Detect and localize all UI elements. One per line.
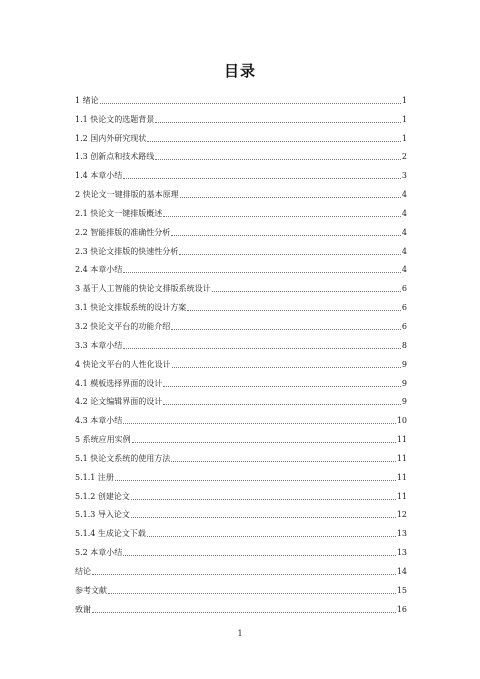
toc-entry-label: 参考文献 <box>75 585 107 595</box>
toc-entry[interactable] <box>75 125 407 144</box>
toc-dot-leader <box>123 423 396 424</box>
toc-entry[interactable] <box>75 426 407 445</box>
toc-dot-leader <box>108 593 396 594</box>
toc-entry-page: 15 <box>396 585 407 595</box>
toc-entry-label: 3.3 本章小结 <box>75 340 123 350</box>
toc-entry-page: 14 <box>396 566 407 576</box>
toc-entry-label: 2.1 快论文一键排版概述 <box>75 208 163 218</box>
toc-dot-leader <box>123 555 396 556</box>
toc-entry-label: 结论 <box>75 566 91 576</box>
toc-entry[interactable] <box>75 407 407 426</box>
toc-entry-page: 1 <box>401 95 407 105</box>
toc-entry-page: 11 <box>396 491 407 501</box>
toc-entry-page: 6 <box>401 303 407 313</box>
toc-entry[interactable] <box>75 596 407 615</box>
toc-dot-leader <box>172 367 401 368</box>
toc-dot-leader <box>180 197 401 198</box>
toc-entry[interactable] <box>75 257 407 276</box>
toc-entry-label: 4 快论文平台的人性化设计 <box>75 359 171 369</box>
toc-entry[interactable] <box>75 219 407 238</box>
toc-entry-label: 致谢 <box>75 604 91 614</box>
toc-entry-page: 1 <box>401 114 407 124</box>
toc-entry-page: 4 <box>401 190 407 200</box>
toc-dot-leader <box>212 291 401 292</box>
toc-entry[interactable] <box>75 87 407 106</box>
toc-dot-leader <box>92 612 396 613</box>
toc-entry-label: 4.3 本章小结 <box>75 416 123 426</box>
toc-entry[interactable] <box>75 162 407 181</box>
toc-entry[interactable] <box>75 106 407 125</box>
toc-entry-page: 9 <box>401 378 407 388</box>
toc-entry[interactable] <box>75 539 407 558</box>
toc-entry-page: 4 <box>401 246 407 256</box>
toc-entry-label: 1.2 国内外研究现状 <box>75 133 147 143</box>
toc-entry[interactable] <box>75 502 407 521</box>
toc-entry-label: 3.2 快论文平台的功能介绍 <box>75 321 171 331</box>
toc-entry-page: 1 <box>401 133 407 143</box>
toc-entry-page: 9 <box>401 359 407 369</box>
toc-dot-leader <box>115 480 396 481</box>
toc-entry-page: 13 <box>396 548 407 558</box>
toc-dot-leader <box>163 216 401 217</box>
toc-entry-page: 3 <box>401 171 407 181</box>
toc-entry[interactable] <box>75 294 407 313</box>
toc-dot-leader <box>100 103 401 104</box>
toc-entry[interactable] <box>75 483 407 502</box>
toc-entry-page: 12 <box>396 510 407 520</box>
toc-entry-page: 13 <box>396 529 407 539</box>
toc-entry-label: 1.1 快论文的选题背景 <box>75 114 155 124</box>
toc-entry-page: 4 <box>401 265 407 275</box>
toc-entry-page: 9 <box>401 397 407 407</box>
toc-entry-label: 3.1 快论文排版系统的设计方案 <box>75 303 187 313</box>
toc-dot-leader <box>131 517 396 518</box>
toc-dot-leader <box>92 574 396 575</box>
toc-dot-leader <box>171 329 401 330</box>
toc-entry-label: 4.2 论文编辑界面的设计 <box>75 397 163 407</box>
toc-entry[interactable] <box>75 313 407 332</box>
toc-entry[interactable] <box>75 238 407 257</box>
toc-entry[interactable] <box>75 389 407 408</box>
toc-entry-label: 5.2 本章小结 <box>75 548 123 558</box>
toc-entry-page: 11 <box>396 435 407 445</box>
toc-entry[interactable] <box>75 351 407 370</box>
toc-entry[interactable] <box>75 558 407 577</box>
toc-entry-label: 3 基于人工智能的快论文排版系统设计 <box>75 284 211 294</box>
toc-entry-label: 1.4 本章小结 <box>75 171 123 181</box>
toc-entry[interactable] <box>75 464 407 483</box>
toc-dot-leader <box>187 310 401 311</box>
toc-entry[interactable] <box>75 445 407 464</box>
toc-entry-label: 4.1 模板选择界面的设计 <box>75 378 163 388</box>
toc-dot-leader <box>147 141 401 142</box>
page-title: 目录 <box>223 62 256 80</box>
toc-dot-leader <box>163 386 401 387</box>
toc-entry-label: 5 系统应用实例 <box>75 435 131 445</box>
toc-entry-label: 1.3 创新点和技术路线 <box>75 152 155 162</box>
table-of-contents <box>75 87 407 615</box>
toc-dot-leader <box>163 404 401 405</box>
toc-dot-leader <box>123 348 401 349</box>
toc-entry-label: 2.4 本章小结 <box>75 265 123 275</box>
toc-entry[interactable] <box>75 577 407 596</box>
toc-entry-label: 5.1.1 注册 <box>75 472 114 482</box>
toc-entry-label: 5.1.3 导入论文 <box>75 510 130 520</box>
toc-entry-label: 1 绪论 <box>75 95 99 105</box>
toc-entry-label: 5.1.2 创建论文 <box>75 491 130 501</box>
toc-entry-page: 16 <box>396 604 407 614</box>
toc-entry-label: 5.1.4 生成论文下载 <box>75 529 146 539</box>
toc-entry-page: 11 <box>396 472 407 482</box>
toc-dot-leader <box>171 461 396 462</box>
toc-entry-page: 4 <box>401 208 407 218</box>
toc-entry-label: 5.1 快论文系统的使用方法 <box>75 453 171 463</box>
toc-dot-leader <box>123 178 401 179</box>
toc-dot-leader <box>155 122 401 123</box>
toc-entry-page: 6 <box>401 321 407 331</box>
toc-dot-leader <box>147 536 396 537</box>
page-number: 1 <box>237 629 243 638</box>
toc-entry[interactable] <box>75 370 407 389</box>
toc-entry-page: 2 <box>401 152 407 162</box>
toc-entry-page: 4 <box>401 227 407 237</box>
toc-dot-leader <box>155 159 401 160</box>
toc-entry[interactable] <box>75 181 407 200</box>
toc-dot-leader <box>179 254 401 255</box>
toc-entry-page: 6 <box>401 284 407 294</box>
toc-entry[interactable] <box>75 520 407 539</box>
toc-dot-leader <box>132 442 396 443</box>
toc-entry-page: 11 <box>396 453 407 463</box>
toc-dot-leader <box>123 272 401 273</box>
toc-entry[interactable] <box>75 332 407 351</box>
toc-entry-page: 10 <box>396 416 407 426</box>
toc-entry-label: 2.2 智能排版的准确性分析 <box>75 227 171 237</box>
toc-entry-page: 8 <box>401 340 407 350</box>
toc-entry-label: 2 快论文一键排版的基本原理 <box>75 190 179 200</box>
toc-entry[interactable] <box>75 275 407 294</box>
toc-entry-label: 2.3 快论文排版的快速性分析 <box>75 246 179 256</box>
toc-dot-leader <box>131 499 396 500</box>
toc-dot-leader <box>171 235 401 236</box>
toc-entry[interactable] <box>75 200 407 219</box>
toc-entry[interactable] <box>75 144 407 163</box>
